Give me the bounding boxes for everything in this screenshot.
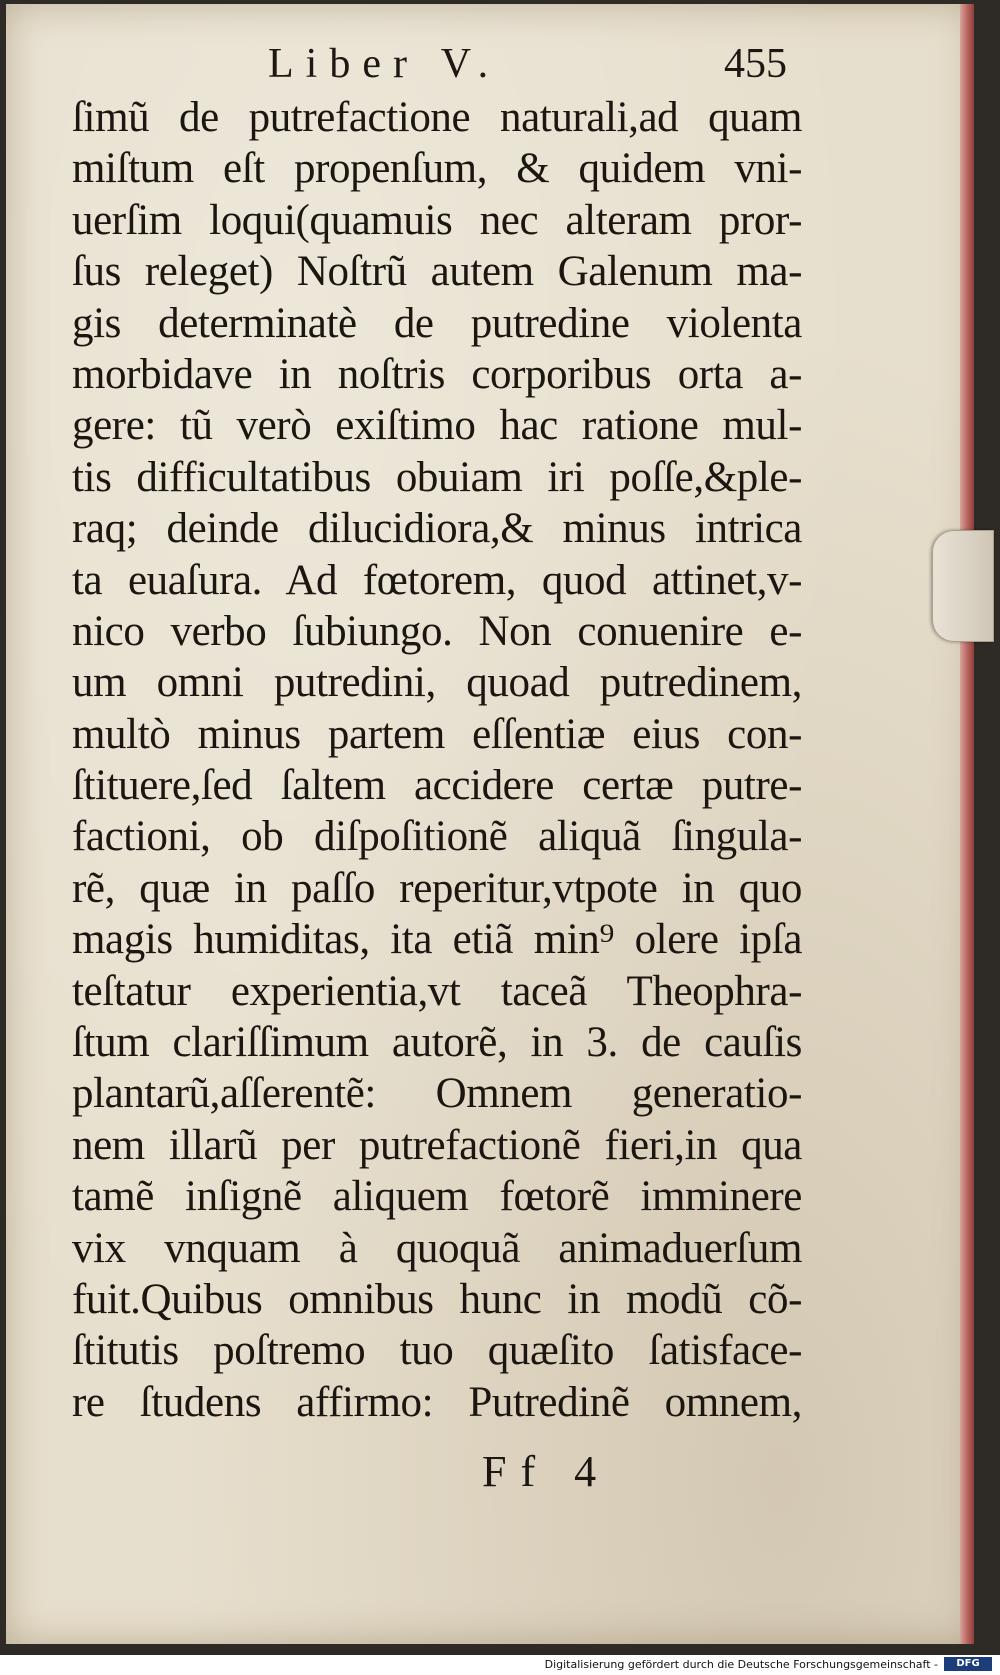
body-text <box>72 92 802 1428</box>
text-line: tis difficultatibus obuiam iri poſſe,&ple- <box>72 453 802 501</box>
text-line: um omni putredini, quoad putredinem, <box>72 659 802 707</box>
text-line: tamẽ inſignẽ aliquem fœtorẽ imminere <box>72 1173 802 1221</box>
text-line: ſtum clariſſimum autorẽ, in 3. de cauſis <box>72 1019 802 1067</box>
funding-credit: Digitalisierung gefördert durch die Deutsche Forschungsgemeinschaft - <box>544 1658 938 1671</box>
text-line: gere: tũ verò exiſtimo hac ratione mul- <box>72 402 802 450</box>
digitization-footer <box>0 1655 1000 1675</box>
text-line: vix vnquam à quoquã animaduerſum <box>72 1224 802 1272</box>
text-line: factioni, ob diſpoſitionẽ aliquã ſingula- <box>72 813 802 861</box>
text-line: nico verbo ſubiungo. Non conuenire e- <box>72 607 802 655</box>
text-line: teſtatur experientia,vt taceã Theophra- <box>72 967 802 1015</box>
book-page <box>6 4 974 1644</box>
text-line: rẽ, quæ in paſſo reperitur,vtpote in quo <box>72 864 802 912</box>
dfg-logo: DFG <box>944 1657 992 1671</box>
text-line: ſtitutis poſtremo tuo quæſito ſatisface- <box>72 1327 802 1375</box>
text-line: magis humiditas, ita etiã min⁹ olere ipſa <box>72 916 802 964</box>
text-line: nem illarũ per putrefactionẽ fieri,in qua <box>72 1121 802 1169</box>
page-edge <box>960 4 974 1644</box>
running-head <box>6 40 974 100</box>
text-line: ſimũ de putrefactione naturali,ad quam <box>72 94 802 141</box>
running-head-title: Liber V. <box>268 41 501 87</box>
text-line: morbidave in noſtris corporibus orta a- <box>72 350 802 398</box>
text-line: ſtituere,ſed ſaltem accidere certæ putre- <box>72 762 802 810</box>
text-line: re ſtudens affirmo: Putredinẽ omnem, <box>72 1378 802 1426</box>
bookmark-clip <box>932 530 994 642</box>
page-number: 455 <box>724 41 787 87</box>
text-line: plantarũ,aſſerentẽ: Omnem generatio- <box>72 1070 802 1118</box>
signature-mark: Ff 4 <box>482 1447 611 1496</box>
text-line: ſus releget) Noſtrũ autem Galenum ma- <box>72 248 802 296</box>
text-line: gis determinatè de putredine violenta <box>72 299 802 347</box>
text-line: multò minus partem eſſentiæ eius con- <box>72 710 802 758</box>
text-line: ta euaſura. Ad fœtorem, quod attinet,v- <box>72 556 802 604</box>
text-line: uerſim loqui(quamuis nec alteram pror- <box>72 196 802 244</box>
text-line: fuit.Quibus omnibus hunc in modũ cõ- <box>72 1275 802 1323</box>
text-line: raq; deinde dilucidiora,& minus intrica <box>72 505 802 553</box>
text-line: miſtum eſt propenſum, & quidem vni- <box>72 145 802 193</box>
